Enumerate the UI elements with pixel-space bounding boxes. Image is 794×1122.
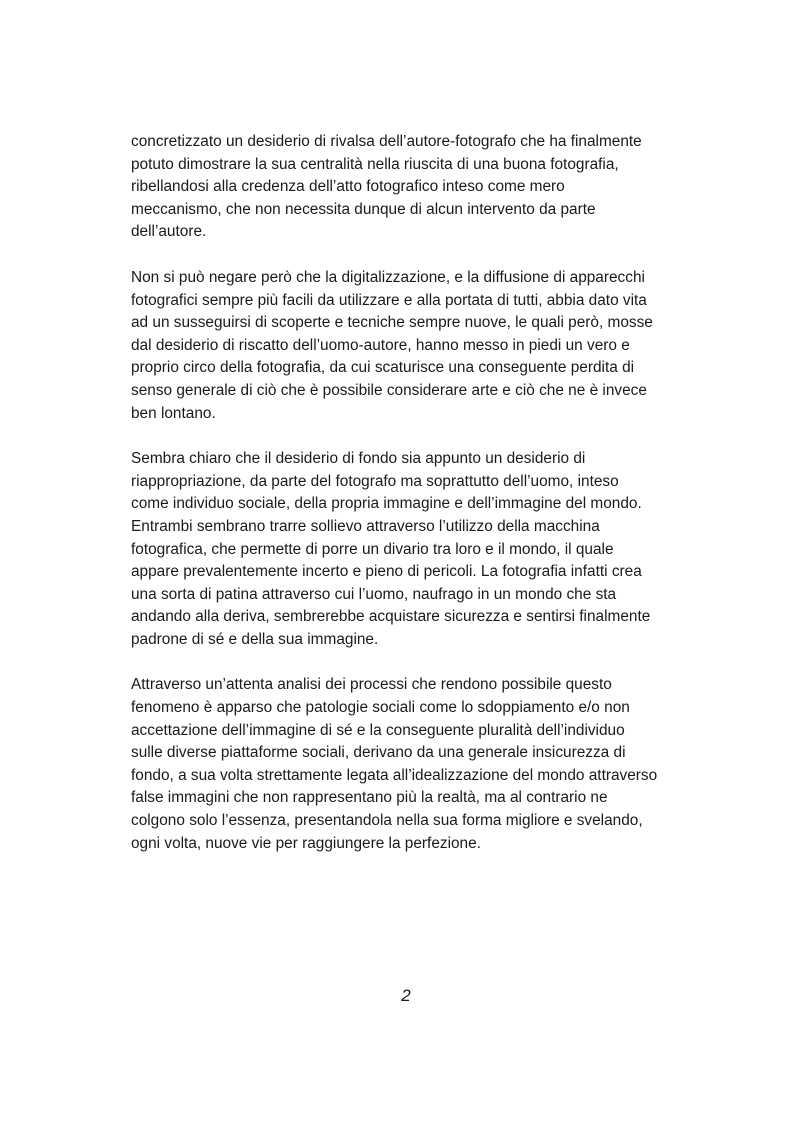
text-line: colgono solo l’essenza, presentandola nella sua forma migliore e svelando, bbox=[131, 812, 643, 830]
text-line: Attraverso un’attenta analisi dei processi che rendono possibile questo bbox=[131, 676, 612, 694]
text-line: ogni volta, nuove vie per raggiungere la perfezione. bbox=[131, 834, 481, 852]
body-text bbox=[131, 131, 676, 878]
text-line: ben lontano. bbox=[131, 404, 216, 422]
paragraph-4 bbox=[131, 674, 676, 855]
text-line: padrone di sé e della sua immagine. bbox=[131, 630, 379, 648]
text-line: Non si può negare però che la digitalizzazione, e la diffusione di apparecchi bbox=[131, 268, 645, 286]
text-line: come individuo sociale, della propria immagine e dell’immagine del mondo. bbox=[131, 495, 642, 513]
page-number: 2 bbox=[401, 986, 411, 1005]
text-line: fondo, a sua volta strettamente legata all’idealizzazione del mondo attraverso bbox=[131, 766, 658, 784]
text-line: dal desiderio di riscatto dell’uomo-autore, hanno messo in piedi un vero e bbox=[131, 336, 630, 354]
paragraph-3 bbox=[131, 448, 676, 651]
text-line: ribellandosi alla credenza dell’atto fotografico inteso come mero bbox=[131, 178, 565, 196]
text-line: senso generale di ciò che è possibile considerare arte e ciò che ne è invece bbox=[131, 381, 647, 399]
text-line: dell’autore. bbox=[131, 223, 207, 241]
text-line: false immagini che non rappresentano più la realtà, ma al contrario ne bbox=[131, 789, 608, 807]
text-line: fenomeno è apparso che patologie sociali come lo sdoppiamento e/o non bbox=[131, 699, 630, 717]
text-line: una sorta di patina attraverso cui l’uomo, naufrago in un mondo che sta bbox=[131, 585, 617, 603]
text-line: concretizzato un desiderio di rivalsa dell’autore-fotografo che ha finalmente bbox=[131, 133, 642, 150]
text-line: fotografica, che permette di porre un divario tra loro e il mondo, il quale bbox=[131, 540, 614, 558]
text-line: potuto dimostrare la sua centralità nella riuscita di una buona fotografia, bbox=[131, 155, 619, 173]
text-line: andando alla deriva, sembrerebbe acquistare sicurezza e sentirsi finalmente bbox=[131, 608, 651, 626]
paragraph-2 bbox=[131, 267, 676, 425]
text-line: sulle diverse piattaforme sociali, derivano da una generale insicurezza di bbox=[131, 744, 626, 762]
text-line: ad un susseguirsi di scoperte e tecniche sempre nuove, le quali però, mosse bbox=[131, 314, 653, 332]
text-line: Entrambi sembrano trarre sollievo attraverso l’utilizzo della macchina bbox=[131, 517, 600, 535]
text-line: proprio circo della fotografia, da cui scaturisce una conseguente perdita di bbox=[131, 359, 635, 377]
text-line: fotografici sempre più facili da utilizzare e alla portata di tutti, abbia dato vita bbox=[131, 291, 647, 309]
text-line: appare prevalentemente incerto e pieno di pericoli. La fotografia infatti crea bbox=[131, 563, 642, 581]
text-line: Sembra chiaro che il desiderio di fondo sia appunto un desiderio di bbox=[131, 450, 586, 468]
paragraph-1 bbox=[131, 131, 676, 244]
text-line: riappropriazione, da parte del fotografo ma soprattutto dell’uomo, inteso bbox=[131, 472, 619, 490]
text-line: accettazione dell’immagine di sé e la conseguente pluralità dell’individuo bbox=[131, 721, 625, 739]
text-line: meccanismo, che non necessita dunque di alcun intervento da parte bbox=[131, 200, 596, 218]
